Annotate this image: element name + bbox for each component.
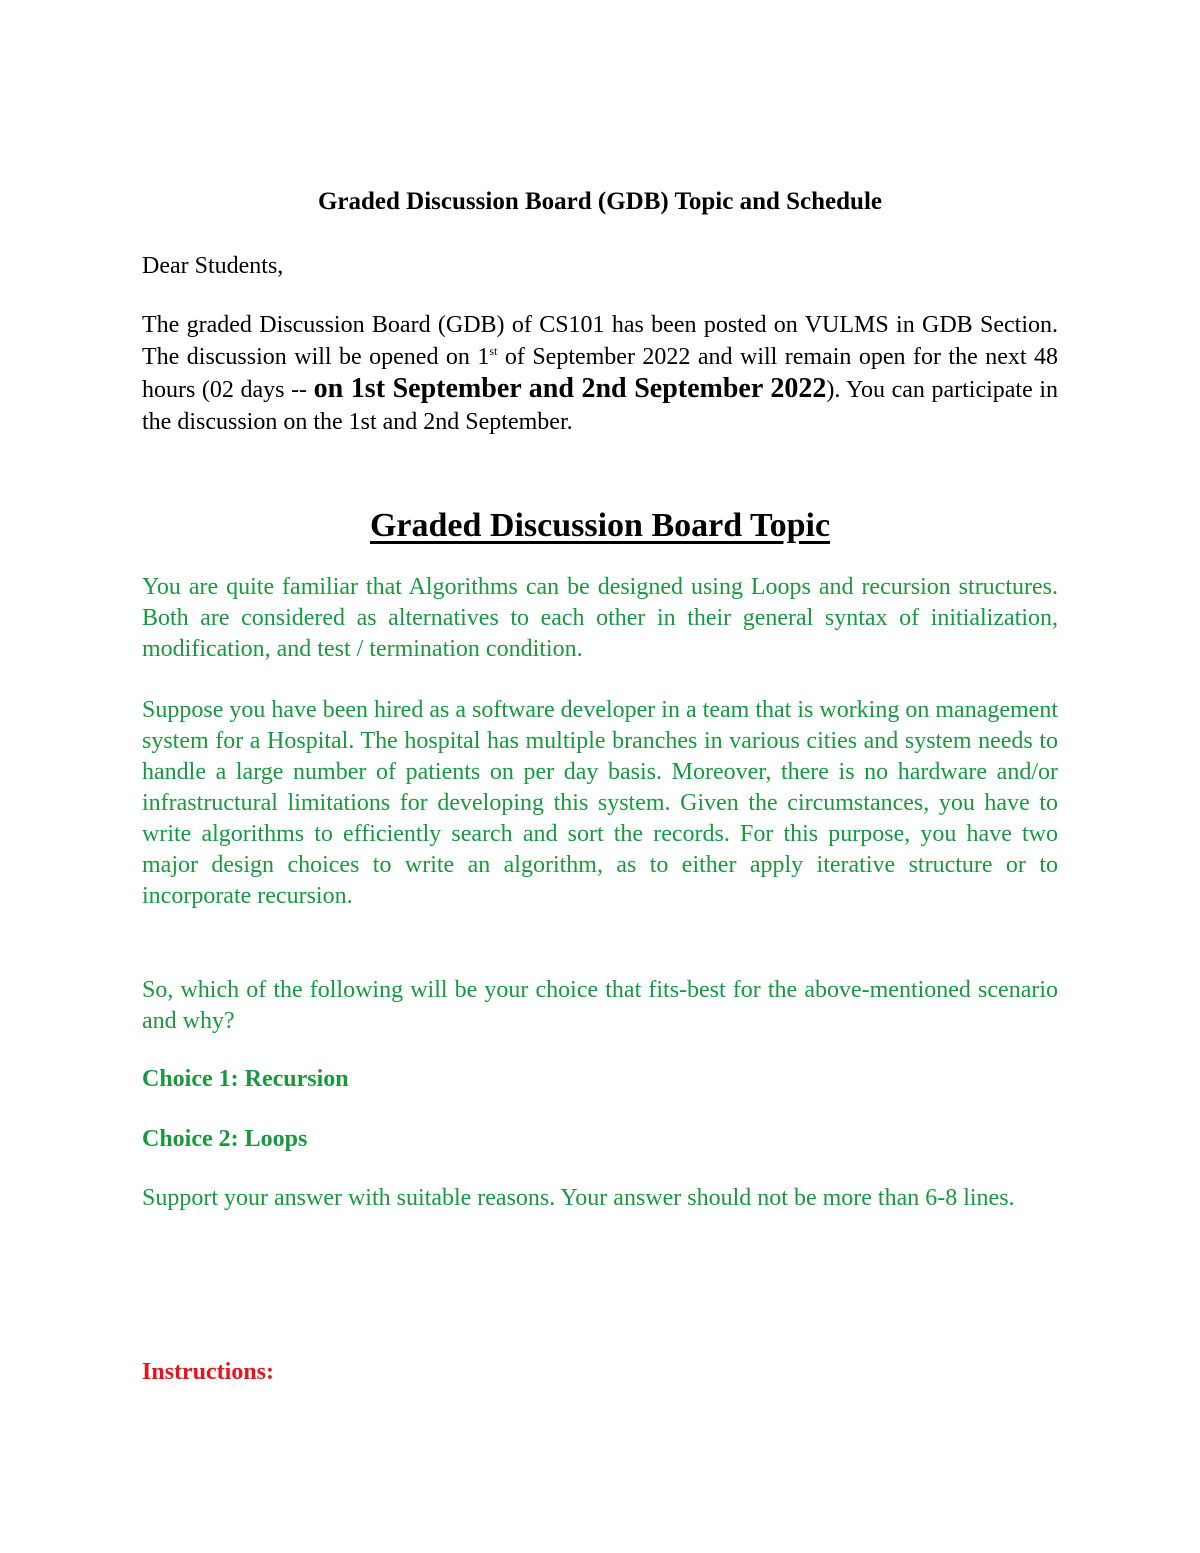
instructions-label: Instructions: [142, 1359, 275, 1385]
greeting: Dear Students, [142, 253, 284, 279]
topic-question: So, which of the following will be your choice that fits-best for the above-mentioned scenario and why? [142, 977, 1058, 1034]
choice-loops: Choice 2: Loops [142, 1126, 308, 1152]
announcement-part2: of September 2022 and will remain open for the next 48 hours (02 days -- [142, 344, 1058, 403]
announcement-paragraph [142, 309, 1058, 438]
support-instruction: Support your answer with suitable reasons. Your answer should not be more than 6-8 lines. [142, 1185, 1015, 1211]
announcement-part3: ). You can participate in the discussion on the 1st and 2nd September. [142, 377, 1058, 435]
announcement-superscript: st [489, 344, 498, 358]
document-title: Graded Discussion Board (GDB) Topic and Schedule [317, 188, 882, 215]
topic-paragraph-scenario: Suppose you have been hired as a software developer in a team that is working on management system for a Hospital. The hospital has multiple branches in various cities and system needs to handle a large number of patients on per day basis. Moreover, there is no hardware and/or infrastructural limitations for developing this system. Given the circumstances, you have to write algorithms to efficiently search and sort the records. For this purpose, you have two major design choices to write an algorithm, as to either apply iterative structure or to incorporate recursion. [142, 697, 1058, 909]
announcement-part1: The graded Discussion Board (GDB) of CS101 has been posted on VULMS in GDB Section. The discussion will be opened on 1 [142, 312, 1058, 370]
choice-recursion: Choice 1: Recursion [142, 1066, 349, 1092]
announcement-dates: on 1st September and 2nd September 2022 [313, 373, 827, 404]
topic-paragraph-intro: You are quite familiar that Algorithms can be designed using Loops and recursion structures. Both are considered as alternatives to each other in their general syntax of initialization, modification, and test / termination condition. [142, 574, 1058, 662]
topic-heading: Graded Discussion Board Topic [369, 507, 831, 544]
